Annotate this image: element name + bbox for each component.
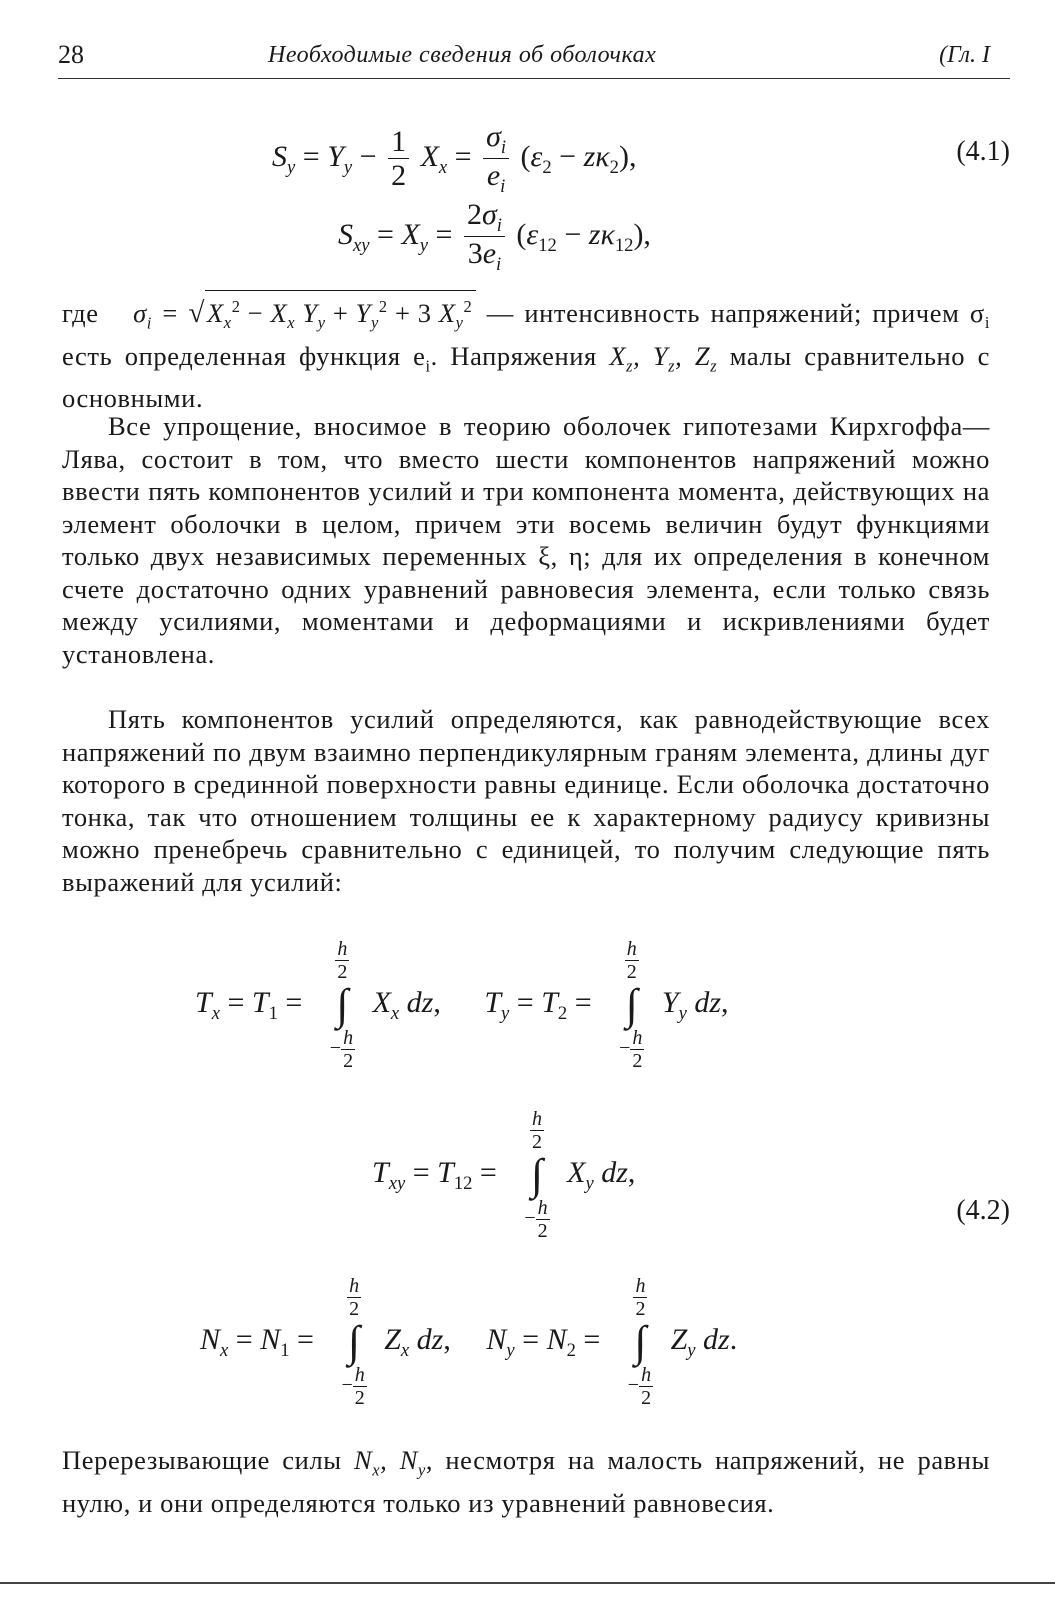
- equation-t-x-t-y: $T_x = T_1$ = $\frac{h}{2}$ ∫ − $\frac{h}{2}$ $X_x$ dz, $T_y = T_2$ = $\frac{h}{2}$ ∫ − $\frac{h}{2}$ $Y_y$ dz,: [195, 938, 729, 1072]
- paragraph-force-components: Пять компонентов усилий определяются, как равнодействующие всех напряжений по двум взаимно перпендикулярным граням элемента, длины дуг которого в срединной поверхности равны единице. Если оболочка достаточно тонка, так что отношением толщины ее к характерному радиусу кривизны можно пренебречь сравнительно с единицей, то получим следующие пять выражений для усилий:: [62, 704, 990, 897]
- sigma-def-text-3: . Напряжения: [430, 340, 597, 371]
- shear-text-1: Перерезывающие силы: [62, 1445, 354, 1475]
- paragraph-kirchhoff-love: Все упрощение, вносимое в теорию оболочек гипотезами Кирхгоффа—Лява, состоит в том, что вместо шести компонентов напряжений можно ввести пять компонентов усилий и три компонента момента, действующих на элемент оболочки в целом, причем эти восемь величин будут функциями только двух независимых переменных ξ, η; для их определения в конечном счете достаточно одних уравнений равновесия элемента, если только связь между усилиями, моментами и деформациями и искривлениями будет установлена.: [62, 411, 990, 669]
- sigma-def-text-1: — интенсивность напряжений; причем σ: [486, 297, 985, 328]
- page-header: [58, 40, 1010, 84]
- chapter-reference: (Гл. I: [939, 42, 990, 68]
- shear-text-2: , несмотря на малость напряжений, не равны нулю, и они определяются только из уравнений равновесия.: [62, 1445, 990, 1518]
- word-gde: где: [62, 297, 99, 328]
- sigma-def-text-2: есть определенная функция e: [62, 340, 426, 371]
- small-stress-text: малы сравнительно с основными.: [62, 340, 990, 414]
- bottom-rule: [0, 1582, 1055, 1584]
- equation-s-xy: $S_{xy} = X_y$ = $\frac{2\sigma_i}{3e_i}$ $(\varepsilon_{12} - z\kappa_{12})$,: [338, 198, 651, 276]
- page-number: 28: [58, 40, 84, 69]
- equation-number-4-1: (4.1): [956, 136, 1010, 167]
- equation-number-4-2: (4.2): [956, 1195, 1010, 1226]
- paragraph-shear-forces: Перерезывающие силы $N_x$, $N_y$, несмотря на малость напряжений, не равны нулю, и они определяются только из уравнений равновесия.: [62, 1445, 990, 1518]
- sigma-definition: где $\sigma_i = √X_x^2 - X_x$ $Y_y + Y_y^2 + 3$ $X_y^2$ — интенсивность напряжений; причем $\sigma_i$ есть определенная функция $e_i$. Напряжения $X_z$, $Y_z$, $Z_z$ малы сравнительно с основными.: [62, 290, 990, 415]
- equation-n-x-n-y: $N_x = N_1$ = $\frac{h}{2}$ ∫ − $\frac{h}{2}$ $Z_x$ dz, $N_y = N_2$ = $\frac{h}{2}$ ∫ − $\frac{h}{2}$ $Z_y$ dz.: [200, 1275, 738, 1409]
- running-title: Необходимые сведения об оболочках: [268, 42, 657, 68]
- equation-t-xy: $T_{xy} = T_{12}$ = $\frac{h}{2}$ ∫ − $\frac{h}{2}$ $X_y$ dz,: [372, 1108, 636, 1242]
- header-rule: [58, 78, 1010, 79]
- equation-s-y: $S_y = Y_y$ − $\frac{1}{2}$ $X_x$ = $\frac{\sigma_i}{e_i}$ $(\varepsilon_2 - z\kappa_2)$,: [272, 120, 637, 198]
